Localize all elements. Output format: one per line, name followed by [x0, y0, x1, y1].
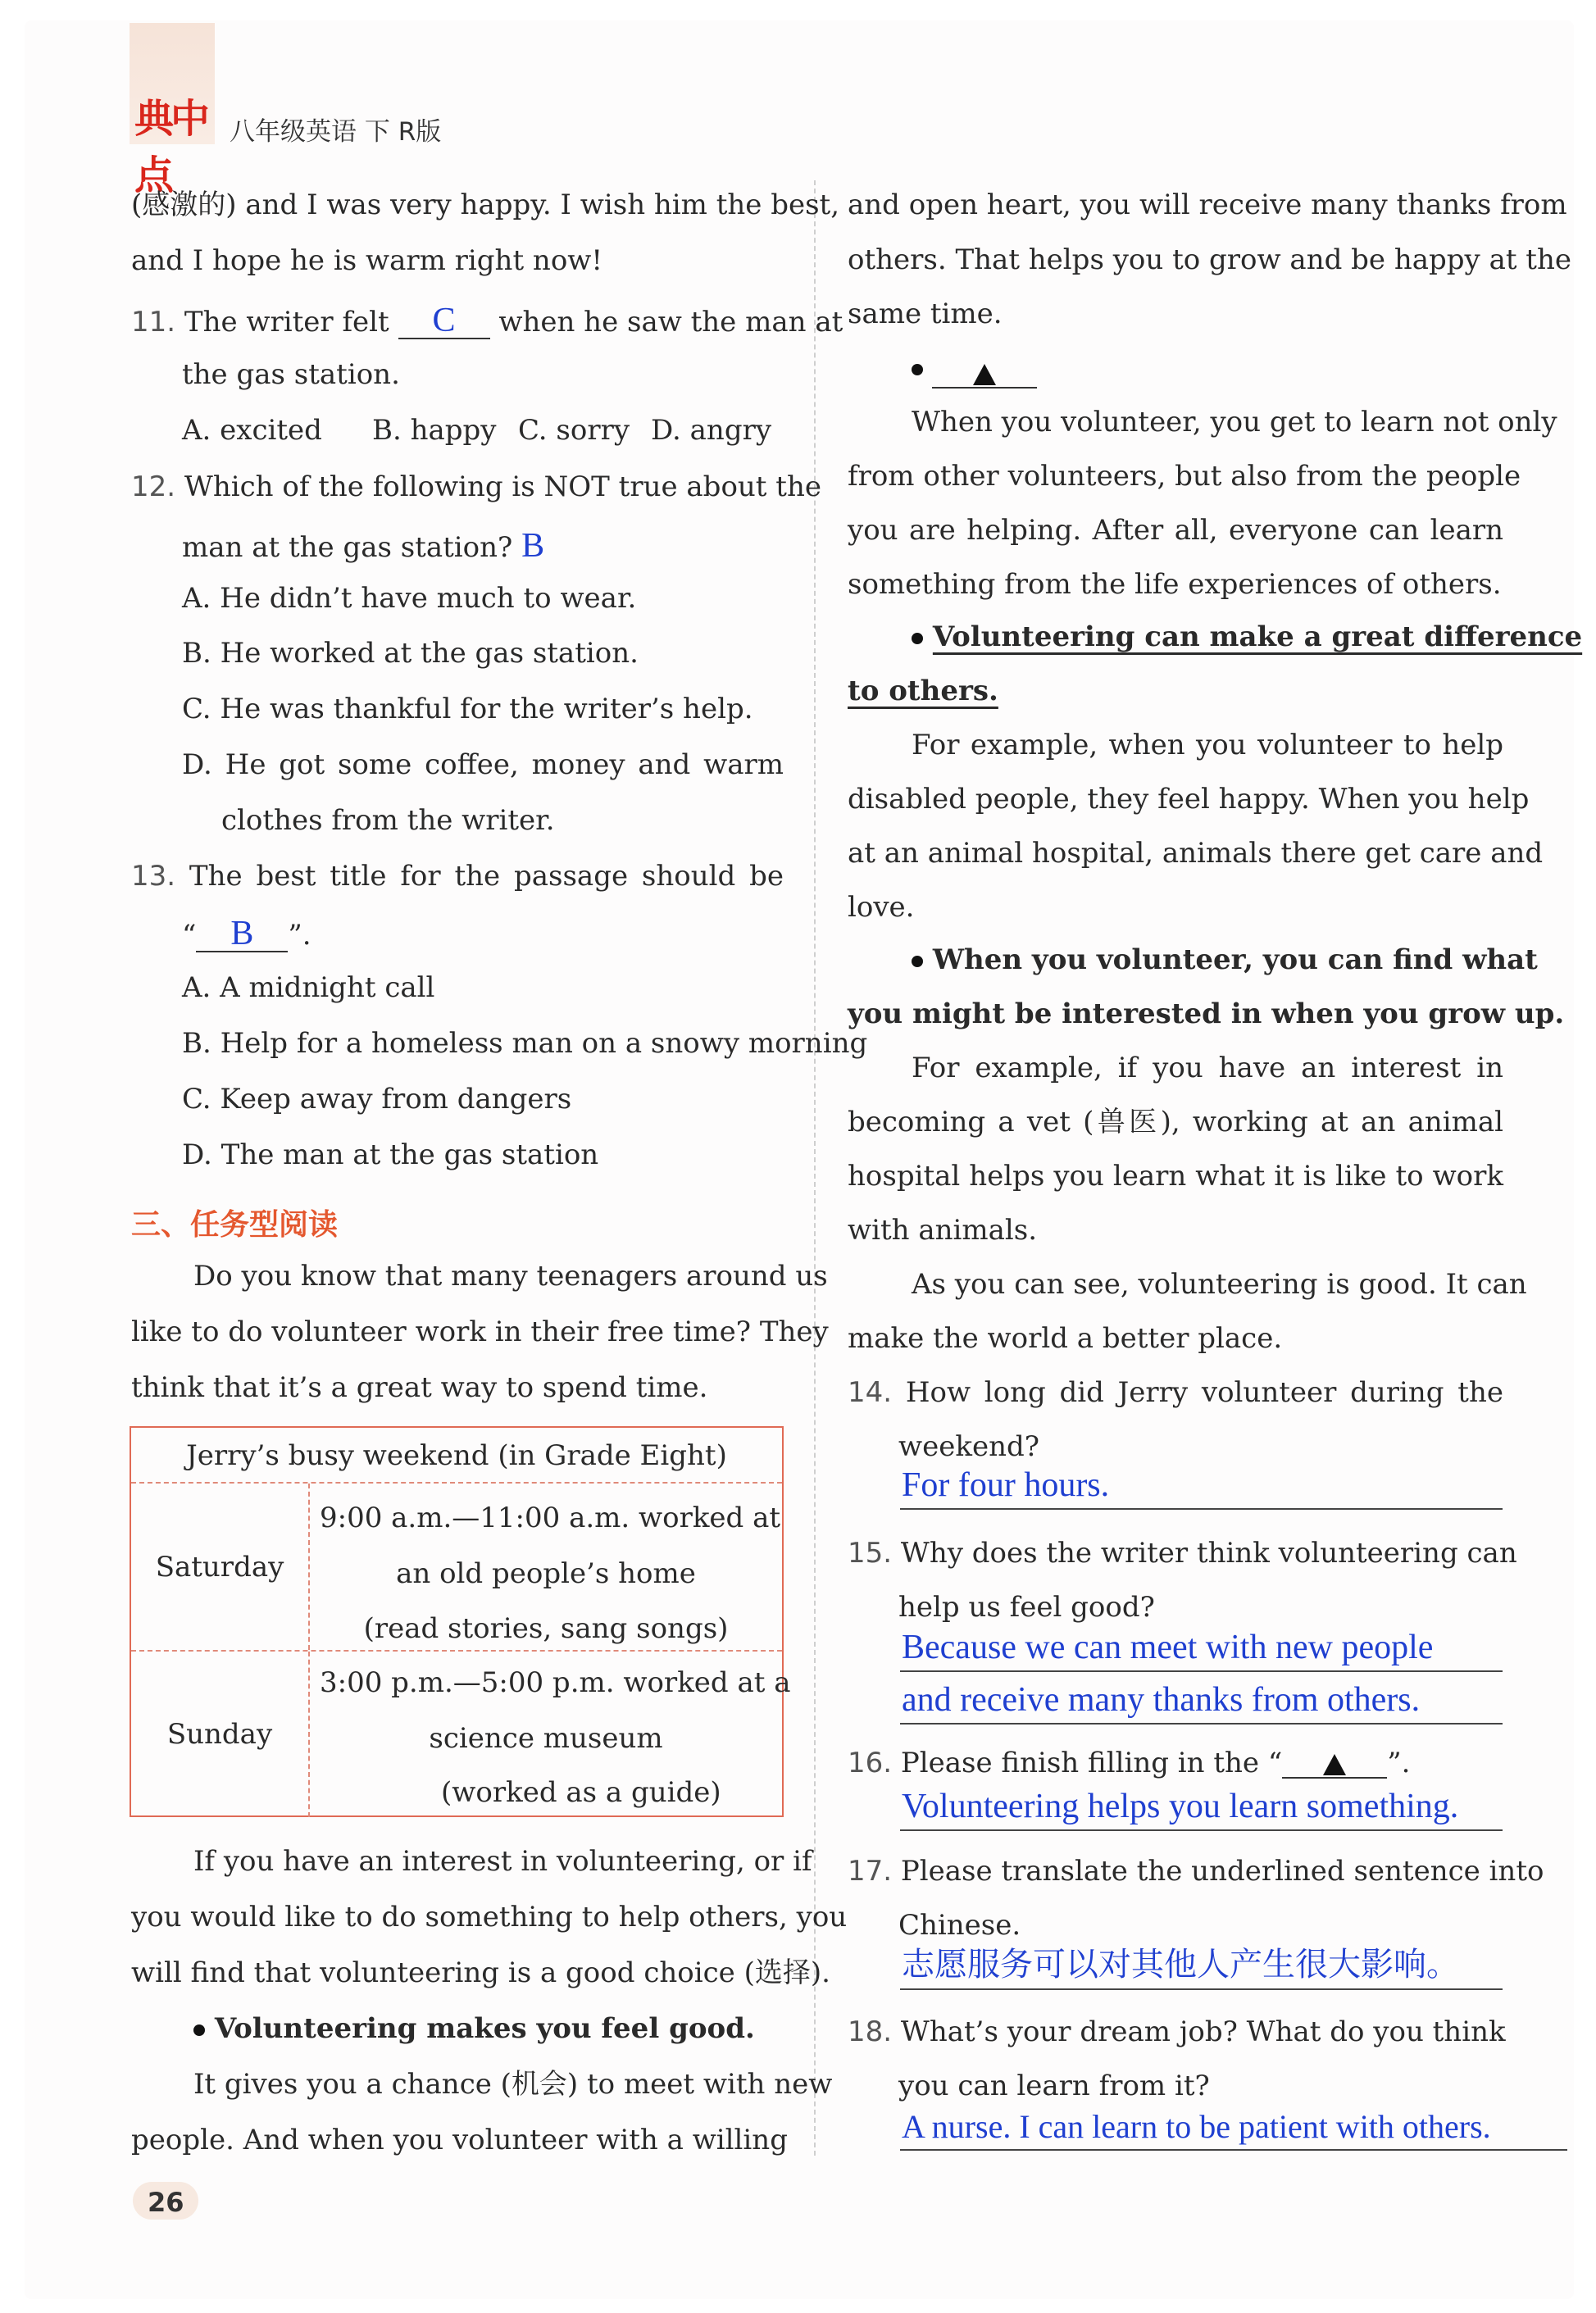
p4-line-4: love. [848, 891, 915, 924]
q18-answer: A nurse. I can learn to be patient with others. [902, 2108, 1491, 2145]
table-row [131, 1652, 791, 1817]
heading-4 [912, 943, 1538, 976]
heading-3 [912, 620, 1583, 653]
heading-2-blank [912, 354, 1037, 384]
q16-stem-a: Please finish filling in the “ [900, 1747, 1283, 1779]
saturday-line-2: an old people’s home [396, 1557, 696, 1590]
q15-stem-a: Why does the writer think volunteering can [900, 1537, 1517, 1570]
q14-answer: For four hours. [902, 1466, 1110, 1504]
q16-number: 16. [848, 1747, 893, 1779]
table-row [131, 1484, 782, 1652]
heading-4-text-b: you might be interested in when you grow up. [848, 997, 1565, 1030]
q12-stem-a: Which of the following is NOT true about the [184, 470, 821, 503]
q18-stem-a: What’s your dream job? What do you think [900, 2015, 1506, 2048]
question-16 [848, 1749, 1410, 1779]
q11-number: 11. [131, 306, 176, 339]
page-number: 26 [148, 2187, 184, 2218]
q11-option-b: B. happy [372, 414, 497, 447]
q12-option-c: C. He was thankful for the writer’s help. [182, 693, 753, 725]
intro-line-1: (感激的) and I was very happy. I wish him the best, [131, 189, 840, 221]
question-12 [131, 470, 821, 503]
q15-answer-a: Because we can meet with new people [902, 1629, 1434, 1666]
p5-line-2: becoming a vet (兽医), working at an animal [848, 1106, 1503, 1138]
p5-line-3: hospital helps you learn what it is like to work [848, 1160, 1503, 1193]
q12-option-d-cont: clothes from the writer. [221, 804, 555, 837]
q13-stem-a: The best title for the passage should be [189, 860, 784, 893]
book-title: 八年级英语 下 R版 [230, 117, 442, 147]
q11-option-d: D. angry [651, 414, 772, 447]
question-15 [848, 1537, 1517, 1570]
q15-answer-line-1 [900, 1629, 1503, 1672]
triangle-icon [973, 364, 996, 385]
question-13 [131, 860, 784, 893]
q12-number: 12. [131, 470, 176, 503]
q12-option-d: D. He got some coffee, money and warm [182, 748, 784, 781]
q13-number: 13. [131, 860, 176, 893]
p6-line-1: As you can see, volunteering is good. It can [912, 1268, 1527, 1301]
section-title: 三、任务型阅读 [131, 1208, 339, 1242]
p3-line-1: When you volunteer, you get to learn not only [912, 406, 1557, 439]
q12-stem-b: man at the gas station? [182, 531, 513, 564]
p2-line-2: people. And when you volunteer with a willing [131, 2124, 788, 2156]
sunday-line-3: (worked as a guide) [441, 1776, 721, 1809]
q13-close-quote: ”. [288, 919, 311, 952]
p3-line-2: from other volunteers, but also from the people [848, 460, 1521, 493]
p4-line-3: at an animal hospital, animals there get care and [848, 837, 1544, 870]
p6-line-2: make the world a better place. [848, 1322, 1283, 1355]
p2-cont-line-1: and open heart, you will receive many thanks from [848, 189, 1567, 221]
question-11 [131, 303, 843, 339]
q17-number: 17. [848, 1855, 893, 1888]
q13-option-d: D. The man at the gas station [182, 1138, 599, 1171]
logo-text: 典中点 [134, 96, 207, 198]
heading-3-text-b: to others. [848, 675, 998, 707]
question-17 [848, 1855, 1544, 1888]
table-caption: Jerry’s busy weekend (in Grade Eight) [131, 1428, 782, 1484]
q14-stem-a: How long did Jerry volunteer during the [905, 1376, 1503, 1409]
q13-answer-blank [196, 916, 288, 952]
q14-answer-line [900, 1466, 1503, 1510]
heading-3-text-a: Volunteering can make a great difference [932, 620, 1583, 653]
table-day-sunday: Sunday [131, 1652, 310, 1817]
saturday-line-1: 9:00 a.m.—11:00 a.m. worked at [320, 1502, 781, 1534]
q16-answer-line [900, 1788, 1503, 1831]
q16-answer: Volunteering helps you learn something. [902, 1788, 1459, 1825]
saturday-line-3: (read stories, sang songs) [363, 1612, 729, 1645]
p4-line-1: For example, when you volunteer to help [912, 729, 1503, 761]
sunday-line-1: 3:00 p.m.—5:00 p.m. worked at a [320, 1666, 791, 1699]
table-activity-saturday [310, 1484, 782, 1650]
q13-open-quote: “ [182, 919, 197, 952]
q12-stem-b-line [182, 529, 544, 563]
q13-option-c: C. Keep away from dangers [182, 1083, 572, 1116]
q12-option-b: B. He worked at the gas station. [182, 637, 639, 670]
after-table-line-1: If you have an interest in volunteering, or if [193, 1845, 812, 1878]
q11-stem-b: when he saw the man at [498, 306, 843, 339]
q13-answer: B [230, 915, 254, 952]
p5-line-1: For example, if you have an interest in [912, 1052, 1503, 1084]
q11-option-c: C. sorry [518, 414, 630, 447]
q11-option-a: A. excited [182, 414, 322, 447]
q18-stem-b: you can learn from it? [898, 2070, 1210, 2102]
q11-stem-a: The writer felt [184, 306, 389, 339]
bullet-dot-icon [912, 633, 923, 644]
p2-cont-line-3: same time. [848, 298, 1003, 330]
after-table-line-2: you would like to do something to help others, you [131, 1901, 848, 1934]
q14-stem-b: weekend? [898, 1430, 1039, 1463]
q15-stem-b: help us feel good? [898, 1591, 1155, 1624]
p3-line-4: something from the life experiences of others. [848, 568, 1502, 601]
p2-cont-line-2: others. That helps you to grow and be happy at the [848, 243, 1571, 276]
q17-stem-a: Please translate the underlined sentence into [900, 1855, 1544, 1888]
bullet-dot-icon [193, 2024, 205, 2036]
q11-stem-c: the gas station. [182, 358, 400, 391]
p2-line-1: It gives you a chance (机会) to meet with new [193, 2068, 833, 2101]
passage-line-3: think that it’s a great way to spend time. [131, 1371, 708, 1404]
schedule-table [130, 1426, 791, 1817]
heading-4-text-a: When you volunteer, you can find what [932, 943, 1538, 976]
q11-answer-blank [398, 303, 490, 339]
q17-answer: 志愿服务可以对其他人产生很大影响。 [902, 1946, 1459, 1984]
p4-line-2: disabled people, they feel happy. When you help [848, 783, 1530, 816]
q17-stem-b: Chinese. [898, 1909, 1021, 1942]
q17-answer-line [900, 1946, 1503, 1990]
table-activity-sunday [310, 1652, 791, 1817]
heading-1 [193, 2012, 755, 2045]
q15-number: 15. [848, 1537, 893, 1570]
question-14 [848, 1376, 1503, 1409]
heading-2-blank-line [932, 359, 1037, 389]
q12-option-a: A. He didn’t have much to wear. [182, 582, 637, 615]
bullet-dot-icon [912, 956, 923, 967]
triangle-icon [1323, 1754, 1346, 1775]
q14-number: 14. [848, 1376, 893, 1409]
question-18 [848, 2015, 1506, 2048]
logo-block [130, 23, 215, 198]
heading-1-text: Volunteering makes you feel good. [214, 2012, 755, 2045]
q16-blank [1282, 1749, 1387, 1779]
p5-line-4: with animals. [848, 1214, 1038, 1247]
q13-option-b: B. Help for a homeless man on a snowy morning [182, 1027, 868, 1060]
q15-answer-line-2 [900, 1681, 1503, 1725]
q15-answer-b: and receive many thanks from others. [902, 1681, 1421, 1719]
q18-answer-line [900, 2108, 1567, 2151]
q16-stem-b: ”. [1387, 1747, 1411, 1779]
q18-number: 18. [848, 2015, 893, 2048]
q13-option-a: A. A midnight call [182, 971, 435, 1004]
bullet-dot-icon [912, 364, 923, 375]
q13-answer-line [182, 916, 311, 952]
p3-line-3: you are helping. After all, everyone can learn [848, 514, 1503, 547]
passage-line-2: like to do volunteer work in their free time? They [131, 1316, 829, 1348]
q12-answer: B [521, 527, 545, 565]
after-table-line-3: will find that volunteering is a good choice (选择). [131, 1956, 830, 1989]
q11-answer: C [432, 302, 456, 339]
passage-line-1: Do you know that many teenagers around us [193, 1260, 828, 1293]
intro-line-2: and I hope he is warm right now! [131, 244, 603, 277]
table-day-saturday: Saturday [131, 1484, 310, 1650]
sunday-line-2: science museum [429, 1722, 663, 1755]
